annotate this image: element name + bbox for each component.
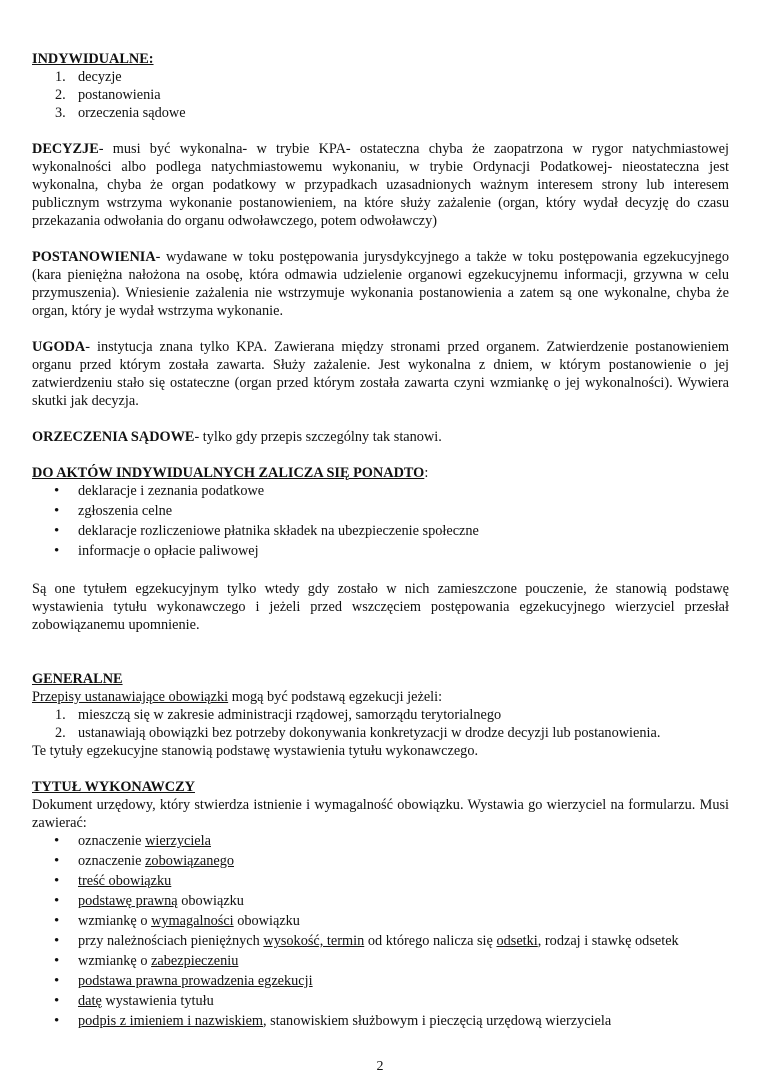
tytul-heading: TYTUŁ WYKONAWCZY — [32, 779, 195, 795]
bullet-icon: • — [54, 953, 60, 969]
list-item: • deklaracje i zeznania podatkowe — [54, 483, 265, 499]
list-item: • datę wystawienia tytułu — [54, 993, 214, 1009]
postanowienia-paragraph: POSTANOWIENIA- wydawane w toku postępowania jurysdykcyjnego a także w toku postępowania egzekucyjnego (kara pieniężna nałożona na osobę, która odmawia udzielenie organowi egzekucyjnemu informacji, grzywna w celu przymuszenia). Wniesienie zażalenia nie wstrzymuje wykonania postanowienia a zatem są one wykonalne, chyba że organ, który je wydał wstrzyma wykonanie. — [32, 249, 729, 319]
bullet-icon: • — [54, 893, 60, 909]
ugoda-term: UGODA — [32, 339, 86, 355]
generalne-closing: Te tytuły egzekucyjne stanowią podstawę wystawienia tytułu wykonawczego. — [32, 743, 479, 759]
list-item: • zgłoszenia celne — [54, 503, 173, 519]
list-item: • podstawę prawną obowiązku — [54, 893, 244, 909]
bullet-icon: • — [54, 523, 60, 539]
generalne-intro: Przepisy ustanawiające obowiązki mogą być podstawą egzekucji jeżeli: — [32, 689, 443, 705]
orzeczenia-term: ORZECZENIA SĄDOWE — [32, 429, 195, 445]
tytul-paragraph: Dokument urzędowy, który stwierdza istnienie i wymagalność obowiązku. Wystawia go wierzyciel na formularzu. Musi zawierać: — [32, 797, 729, 831]
bullet-icon: • — [54, 1013, 60, 1029]
list-item: • podstawa prawna prowadzenia egzekucji — [54, 973, 313, 989]
bullet-icon: • — [54, 993, 60, 1009]
ponadto-paragraph: Są one tytułem egzekucyjnym tylko wtedy gdy zostało w nich zamieszczone pouczenie, że stanowią podstawę wystawienia tytułu wykonawczego i jeżeli przed wszczęciem postępowania egzekucyjnego wierzyciel przesłał zobowiązanemu upomnienie. — [32, 581, 729, 633]
list-item: • podpis z imieniem i nazwiskiem, stanowiskiem służbowym i pieczęcią urzędową wierzyciela — [54, 1013, 612, 1029]
list-item: • informacje o opłacie paliwowej — [54, 543, 259, 559]
bullet-icon: • — [54, 933, 60, 949]
bullet-icon: • — [54, 483, 60, 499]
bullet-icon: • — [54, 853, 60, 869]
tytul-list — [32, 832, 729, 1030]
list-item: • treść obowiązku — [54, 873, 172, 889]
page-number: 2 — [376, 1059, 384, 1074]
bullet-icon: • — [54, 913, 60, 929]
bullet-icon: • — [54, 543, 60, 559]
list-item: • deklaracje rozliczeniowe płatnika składek na ubezpieczenie społeczne — [54, 523, 479, 539]
generalne-list — [32, 706, 729, 742]
list-item: 1. mieszczą się w zakresie administracji rządowej, samorządu terytorialnego — [55, 707, 502, 723]
bullet-icon: • — [54, 503, 60, 519]
indywidualne-heading: INDYWIDUALNE: — [32, 51, 154, 67]
bullet-icon: • — [54, 833, 60, 849]
list-item: • wzmiankę o wymagalności obowiązku — [54, 913, 300, 929]
orzeczenia-paragraph: ORZECZENIA SĄDOWE- tylko gdy przepis szczególny tak stanowi. — [32, 429, 442, 445]
ugoda-paragraph: UGODA- instytucja znana tylko KPA. Zawierana między stronami przed organem. Zatwierdzenie postanowieniem organu przed którym została zawarta. Służy zażalenie. Jest wykonalna z dniem, w którym postanowienie o jej zatwierdzeniu stało się ostateczne (organ przed którym została zawarta czyni wzmiankę o jej wykonalności). Wywiera skutki jak decyzja. — [32, 339, 729, 409]
list-item: 2. ustanawiają obowiązki bez potrzeby dokonywania konkretyzacji w drodze decyzji lub postanowienia. — [55, 725, 661, 741]
document-page — [32, 50, 729, 1032]
list-item: • wzmiankę o zabezpieczeniu — [54, 953, 239, 969]
decyzje-paragraph: DECYZJE- musi być wykonalna- w trybie KPA- ostateczna chyba że zaopatrzona w rygor natychmiastowej wykonalności albo podlega natychmiastowemu wykonaniu, w trybie Ordynacji Podatkowej- nieostateczna jest wykonalna, chyba że organ podatkowy w przypadkach uzasadnionych ważnym interesem strony lub interesem publicznym wstrzyma wykonanie postanowieniem, na które służy zażalenie (organ, który wydał decyzję do czasu przekazania odwołania do organu odwoławczego, potem odwoławczy) — [32, 141, 729, 229]
indywidualne-list — [32, 68, 729, 122]
list-item: 2. postanowienia — [55, 87, 161, 103]
list-item: 3. orzeczenia sądowe — [55, 105, 186, 121]
ponadto-heading: DO AKTÓW INDYWIDUALNYCH ZALICZA SIĘ PONADTO: — [32, 465, 429, 481]
ponadto-list — [32, 482, 729, 560]
decyzje-term: DECYZJE — [32, 141, 99, 157]
list-item: • oznaczenie wierzyciela — [54, 833, 211, 849]
bullet-icon: • — [54, 873, 60, 889]
list-item: 1. decyzje — [55, 69, 122, 85]
bullet-icon: • — [54, 973, 60, 989]
postanowienia-term: POSTANOWIENIA — [32, 249, 156, 265]
list-item: • oznaczenie zobowiązanego — [54, 853, 234, 869]
generalne-heading: GENERALNE — [32, 671, 123, 687]
list-item: • przy należnościach pieniężnych wysokość, termin od którego nalicza się odsetki, rodzaj i stawkę odsetek — [54, 933, 679, 949]
